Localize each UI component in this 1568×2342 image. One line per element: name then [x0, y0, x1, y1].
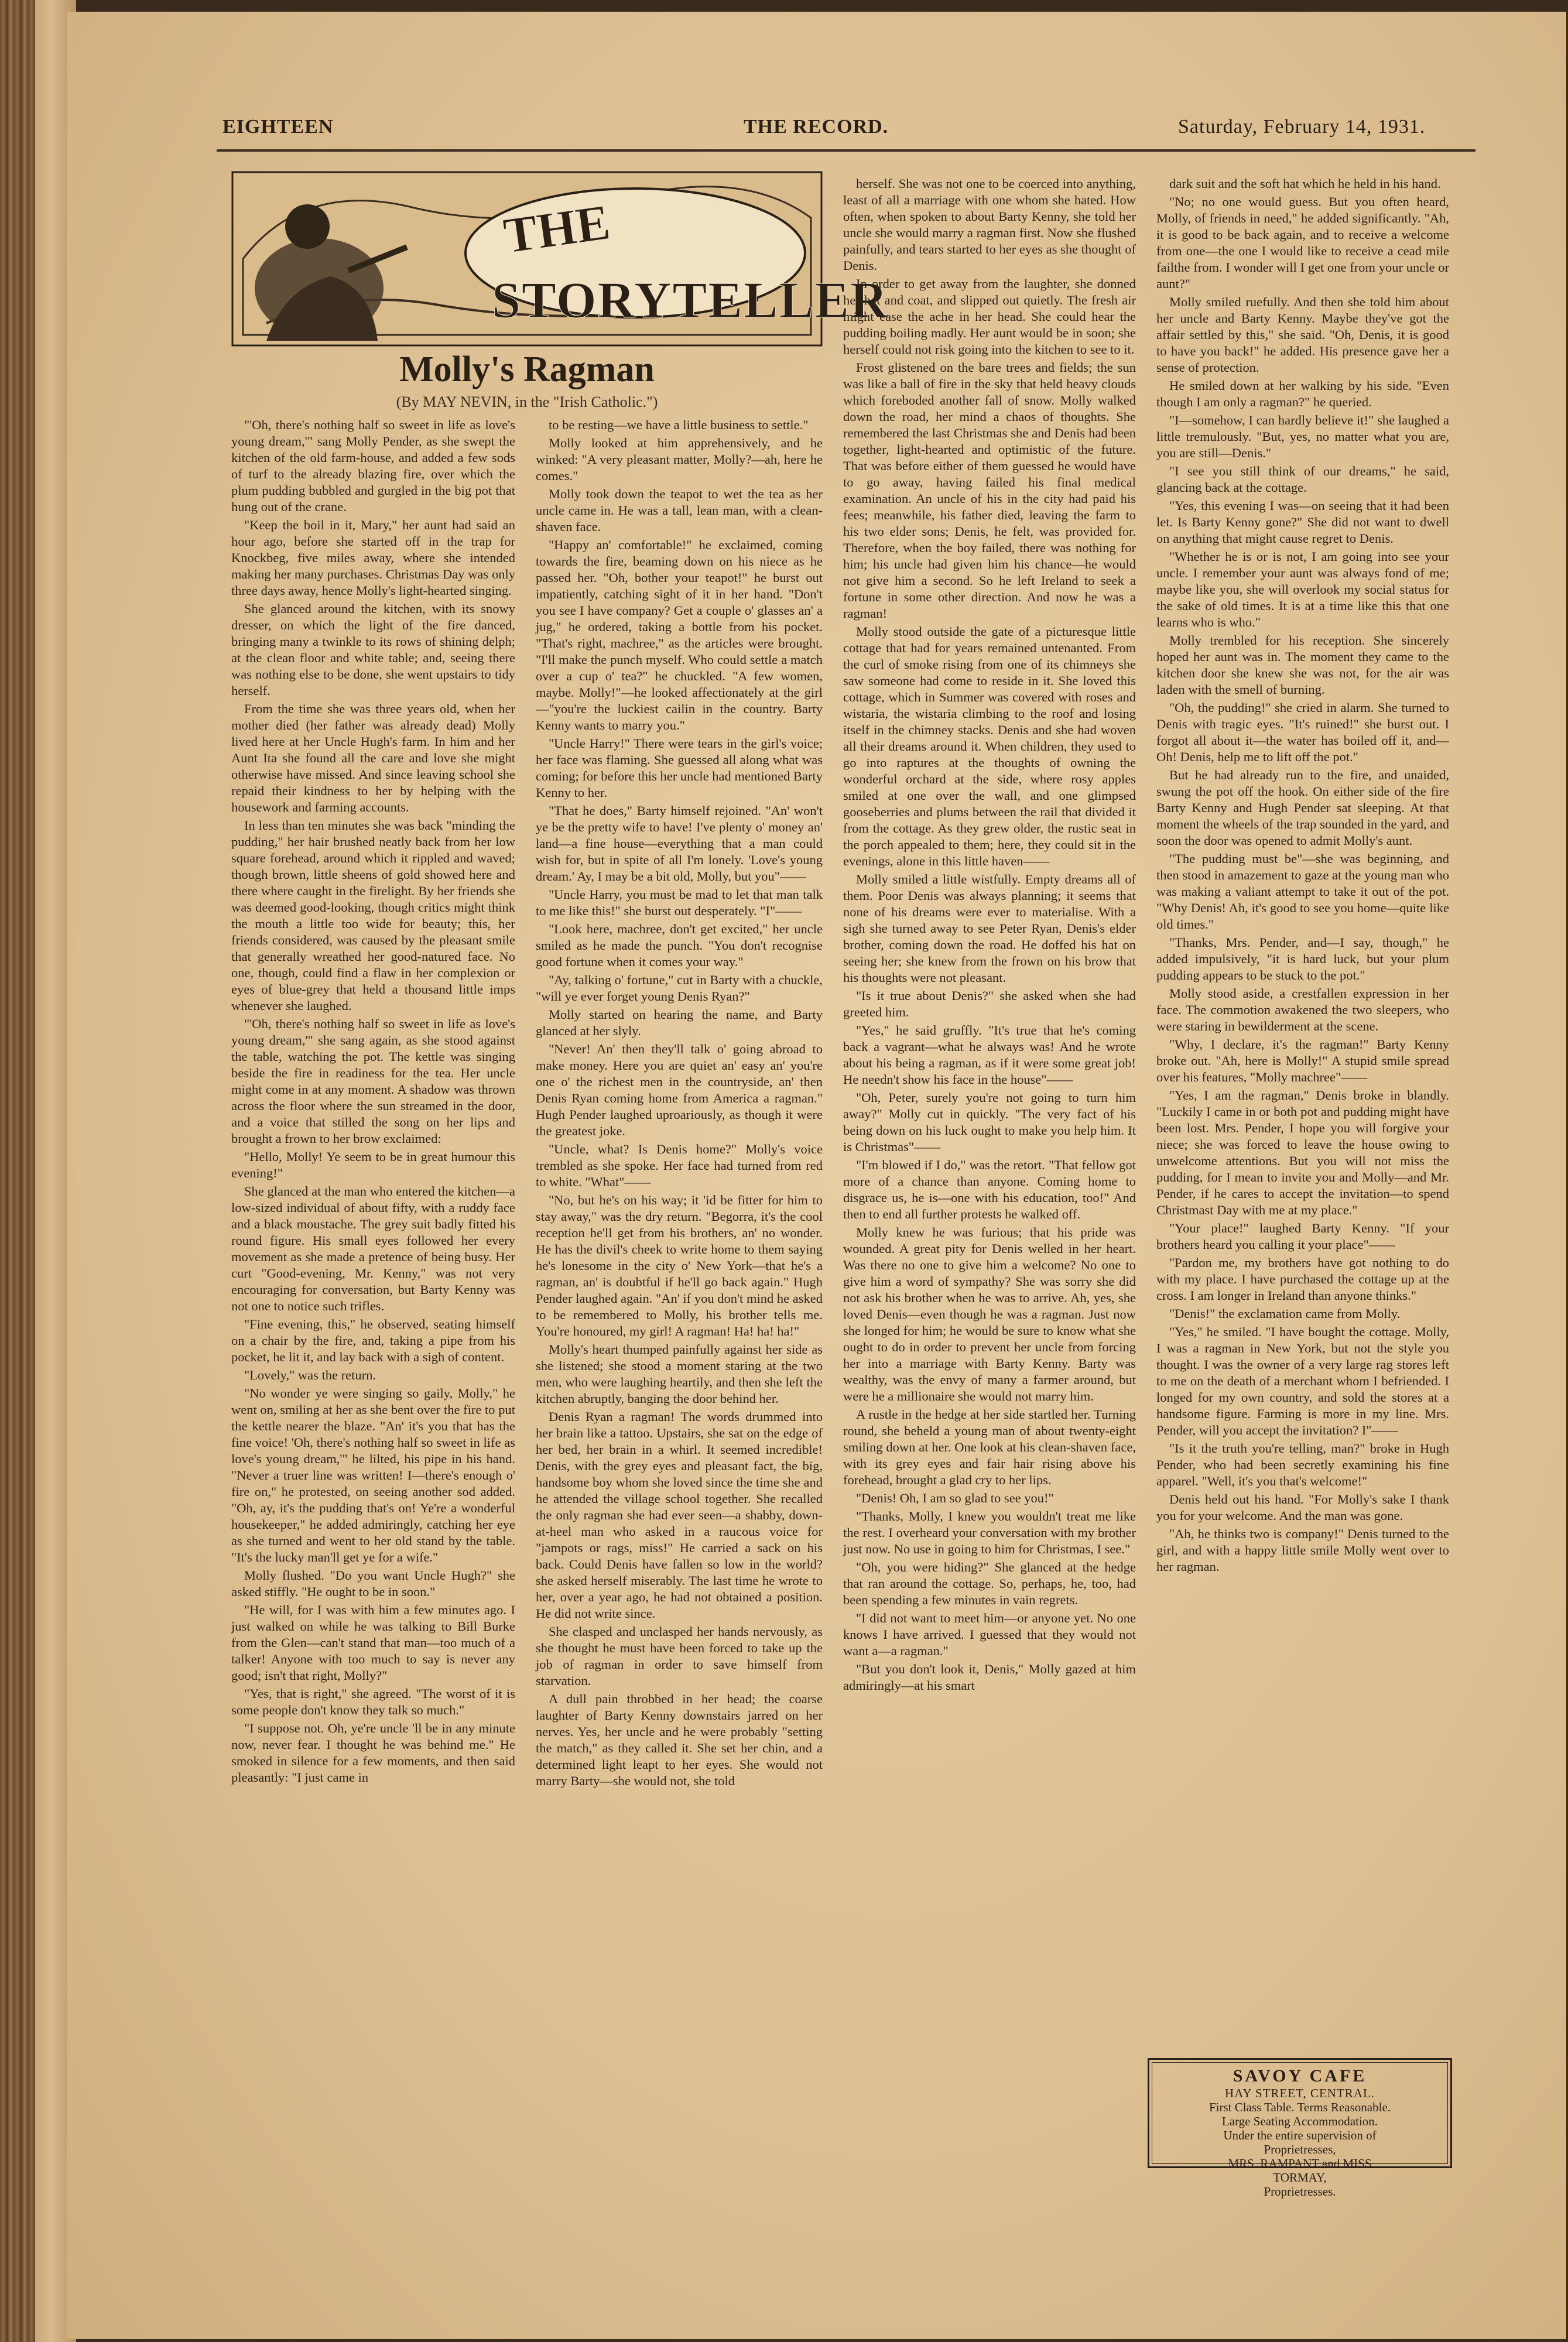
ad-street: HAY STREET, CENTRAL. — [1224, 2086, 1375, 2100]
article-paragraph: In order to get away from the laughter, she donned her hat and coat, and slipped out quietly. The fresh air might ease the ache in her head. She could hear the pudding boiling madly. Her aunt would be in soon; she herself could not risk going into the kitchen to see to it. — [843, 276, 1136, 357]
ad-line-2: Large Seating Accommodation. — [1221, 2114, 1378, 2128]
article-column-2 — [536, 417, 823, 1791]
article-paragraph: to be resting—we have a little business to settle." — [549, 417, 809, 432]
article-paragraph: Molly flushed. "Do you want Uncle Hugh?" she asked stiffly. "He ought to be in soon." — [231, 1568, 515, 1599]
article-byline: (By MAY NEVIN, in the "Irish Catholic.") — [396, 393, 658, 410]
ad-line-5: MRS. RAMPANT and MISS — [1228, 2156, 1372, 2170]
article-paragraph: "Fine evening, this," he observed, seating himself on a chair by the fire, and, taking a pipe from his pocket, he lit it, and lay back with a sigh of content. — [231, 1317, 515, 1364]
ad-line-6: TORMAY, — [1273, 2170, 1327, 2185]
ad-line-1: First Class Table. Terms Reasonable. — [1208, 2100, 1391, 2114]
article-paragraph: From the time she was three years old, when her mother died (her father was already dead) Molly lived here at her Uncle Hugh's farm. In him and her Aunt Ita she found all the care and love she might otherwise have missed. And since leaving school she repaid their kindness to her by helping with the housework and farming accounts. — [231, 701, 515, 814]
newspaper-name: THE RECORD. — [744, 116, 889, 138]
article-paragraph: "Thanks, Mrs. Pender, and—I say, though," he added impulsively, "it is hard luck, but your plum pudding appears to be stuck to the pot." — [1156, 935, 1449, 982]
ad-line-3: Under the entire supervision of — [1223, 2128, 1377, 2142]
article-paragraph: She glanced at the man who entered the kitchen—a low-sized individual of about fifty, with a ruddy face and a black moustache. The grey suit badly fitted his round figure. His small eyes followed her every movement as she made a pretence of being busy. Her curt "Good-evening, Mr. Kenny," was not very encouraging for conversation, but Barty Kenny was not one to notice such trifles. — [231, 1184, 515, 1313]
article-title: Molly's Ragman — [399, 350, 655, 389]
article-paragraph: In less than ten minutes she was back "minding the pudding," her hair brushed neatly back from her low square forehead, around which it rippled and waved; though brown, little sheens of gold showed here and there where caught in the firelight. By her friends she was deemed good-looking, though critics might think the mouth a little too wide for beauty; this, her friends considered, was caused by the pleasant smile that generally wreathed her good-natured face. No one, though, could find a flaw in her complexion or eyes of blue-grey that held a thousand little imps whenever she laughed. — [231, 818, 515, 1013]
article-paragraph: "Oh, the pudding!" she cried in alarm. She turned to Denis with tragic eyes. "It's ruined!" she burst out. I forgot all about it—the water has boiled off it, and—Oh! Denis, help me to lift off the pot." — [1156, 700, 1449, 764]
article-column-4 — [1156, 176, 1449, 1577]
article-paragraph: "I—somehow, I can hardly believe it!" she laughed a little tremulously. "But, yes, no matter what you are, you are still—Denis." — [1156, 413, 1449, 460]
article-paragraph: She clasped and unclasped her hands nervously, as she thought he must have been forced to take up the job of ragman in order to save himself from starvation. — [536, 1624, 823, 1688]
article-paragraph: "Keep the boil in it, Mary," her aunt had said an hour ago, before she started off in the trap for Knockbeg, five miles away, where she intended making her many purchases. Christmas Day was only three days away, hence Molly's light-hearted singing. — [231, 518, 515, 598]
article-paragraph: Molly knew he was furious; that his pride was wounded. A great pity for Denis welled in her heart. Was there no one to give him a welcome? No one to give him a word of sympathy? She was sorry she did not ask his brother when he was to arrive. Ah, yes, she loved Denis—even though he was a ragman. Just now she longed for him; he would be sure to know what she ought to do in order to prevent her uncle from forcing her into a marriage with Barty Kenny. Barty was wealthy, was the envy of many a farmer around, but were he a millionaire she would not marry him. — [843, 1225, 1136, 1403]
article-paragraph: herself. She was not one to be coerced into anything, least of all a marriage with one whom she hated. How often, when spoken to about Barty Kenny, she told her uncle she would marry a ragman first. Now she flushed painfully, and tears started to her eyes as she thought of Denis. — [843, 176, 1136, 273]
article-paragraph: "Your place!" laughed Barty Kenny. "If your brothers heard you calling it your place"—— — [1156, 1221, 1449, 1252]
article-paragraph: "Hello, Molly! Ye seem to be in great humour this evening!" — [231, 1149, 515, 1180]
ad-inner-frame — [1152, 2062, 1448, 2199]
article-paragraph: A rustle in the hedge at her side startled her. Turning round, she beheld a young man of about twenty-eight smiling down at her. One look at his clean-shaven face, with its grey eyes and fair hair rising above his forehead, brought a glad cry to her lips. — [843, 1407, 1136, 1487]
article-paragraph: "Whether he is or is not, I am going into see your uncle. I remember your aunt was always fond of me; maybe like you, she will overlook my social status for the sake of old times. It is at a time like this that one learns who is who." — [1156, 549, 1449, 629]
article-paragraph: "Why, I declare, it's the ragman!" Barty Kenny broke out. "Ah, here is Molly!" A stupid smile spread over his features, "Molly machree"—— — [1156, 1037, 1449, 1084]
article-paragraph: "I suppose not. Oh, ye're uncle 'll be in any minute now, never fear. I thought he was behind me." He smoked in silence for a few moments, and then said pleasantly: "I just came in — [231, 1721, 515, 1785]
article-paragraph: "Yes, that is right," she agreed. "The worst of it is some people don't know they talk so much." — [231, 1686, 515, 1717]
article-paragraph: Molly took down the teapot to wet the tea as her uncle came in. He was a tall, lean man, with a clean-shaven face. — [536, 487, 823, 534]
article-paragraph: "Is it the truth you're telling, man?" broke in Hugh Pender, who had been secretly examining his fine apparel. "Well, it's you that's welcome!" — [1156, 1441, 1449, 1488]
article-column-1 — [231, 417, 515, 1788]
article-paragraph: "The pudding must be"—she was beginning, and then stood in amazement to gaze at the young man who was making a valiant attempt to take it out of the pot. "Why Denis! Ah, it's good to see you home—quite like old times." — [1156, 851, 1449, 932]
article-paragraph: Molly trembled for his reception. She sincerely hoped her aunt was in. The moment they came to the kitchen door she knew she was not, for the air was laden with the smell of burning. — [1156, 633, 1449, 697]
article-paragraph: "Happy an' comfortable!" he exclaimed, coming towards the fire, beaming down on his niece as he passed her. "Oh, bother your teapot!" he burst out impatiently, catching sight of it in her hand. "Don't you see I have company? Get a couple o' glasses an' a jug," he ordered, taking a bottle from his pocket. "That's right, machree," as the articles were brought. "I'll make the punch myself. Who could settle a match over a cup o' tea?" he chuckled. "A few women, maybe. Molly!"—he looked affectionately at the girl—"you're the luckiest cailin in the country. Barty Kenny wants to marry you." — [536, 537, 823, 732]
ad-line-7: Proprietresses. — [1264, 2185, 1336, 2199]
article-paragraph: "I'm blowed if I do," was the retort. "That fellow got more of a chance than anyone. Coming home to disgrace us, he is—one with his education, too!" And then to end all further protests he walked off. — [843, 1158, 1136, 1221]
article-paragraph: Denis held out his hand. "For Molly's sake I thank you for your welcome. And the man was gone. — [1156, 1492, 1449, 1523]
storyteller-banner — [231, 171, 889, 347]
article-paragraph: "Yes, I am the ragman," Denis broke in blandly. "Luckily I came in or both pot and pudding might have been lost. Mrs. Pender, I hope you will forgive your niece; she was forced to leave the house owing to unwelcome attentions. But you will not miss the pudding, for I mean to invite you and Molly—and Mr. Pender, if he cares to accept the invitation—to spend Christmast Day with me at my place." — [1156, 1088, 1449, 1217]
article-paragraph: "Never! An' then they'll talk o' going abroad to make money. Here you are quiet an' easy an' you're one o' the richest men in the countryside, an' then Denis Ryan coming home from America a ragman." Hugh Pender laughed uproariously, as though it were the greatest joke. — [536, 1042, 823, 1138]
article-paragraph: "I see you still think of our dreams," he said, glancing back at the cottage. — [1156, 464, 1449, 495]
article-paragraph: "He will, for I was with him a few minutes ago. I just walked on while he was talking to Bill Burke from the Glen—can't stand that man—too much of a talker! Anyone with too much to say is never any good; isn't that right, Molly?" — [231, 1603, 515, 1683]
article-column-3 — [843, 176, 1136, 1696]
ad-name: SAVOY CAFE — [1233, 2066, 1367, 2086]
article-paragraph: "Thanks, Molly, I knew you wouldn't treat me like the rest. I overheard your conversation with my brother just now. No use in going to him for Christmas, I see." — [843, 1509, 1136, 1556]
header-rule — [217, 149, 1475, 152]
article-paragraph: Molly stood outside the gate of a picturesque little cottage that had for years remained untenanted. From the curl of smoke rising from one of its chimneys she saw someone had come to reside in it. She loved this cottage, which in Summer was covered with roses and wistaria, the wistaria climbing to the roof and losing itself in the chimney stacks. Denis and she had woven all their dreams around it. When children, they used to go into raptures at the thoughts of owning the wonderful orchard at the side, where rosy apples smiled at one over the wall, and one glimpsed gooseberries and plums between the rail that divided it from the cottage. As they grew older, the rustic seat in the porch appealed to them; here, they could sit in the evenings, alone in this little haven—— — [843, 624, 1136, 868]
article-paragraph: Molly stood aside, a crestfallen expression in her face. The commotion awakened the two sleepers, who were staring in bewilderment at the scene. — [1156, 986, 1449, 1033]
article-paragraph: "Is it true about Denis?" she asked when she had greeted him. — [843, 988, 1136, 1019]
page-number: EIGHTEEN — [222, 116, 334, 138]
article-paragraph: "'Oh, there's nothing half so sweet in life as love's young dream,'" sang Molly Pender, as she swept the kitchen of the old farm-house, and added a few sods of turf to the already blazing fire, over which the plum pudding bubbled and gurgled in the big pot that hung out of the crane. — [231, 417, 515, 514]
issue-date: Saturday, February 14, 1931. — [1178, 116, 1426, 138]
article-paragraph: "Ah, he thinks two is company!" Denis turned to the girl, and with a happy little smile Molly went over to her ragman. — [1156, 1526, 1449, 1574]
ad-line-4: Proprietresses, — [1264, 2142, 1336, 2156]
article-paragraph: "Yes, this evening I was—on seeing that it had been let. Is Barty Kenny gone?" She did not want to dwell on anything that might cause regret to Denis. — [1156, 498, 1449, 546]
article-paragraph: "No; no one would guess. But you often heard, Molly, of friends in need," he added significantly. "Ah, it is good to be back again, and to receive a welcome from one—the one I would like to receive a cead mile failthe from. I wonder will I get one from your uncle or aunt?" — [1156, 194, 1449, 291]
article-paragraph: He smiled down at her walking by his side. "Even though I am only a ragman?" he queried. — [1156, 378, 1449, 409]
article-paragraph: Molly started on hearing the name, and Barty glanced at her slyly. — [536, 1007, 823, 1038]
article-paragraph: "Yes," he smiled. "I have bought the cottage. Molly, I was a ragman in New York, but not the style you thought. I was the owner of a very large rag stores left to me on the death of a merchant whom I befriended. I longed for my own country, and sold the stores at a handsome figure. Farming is more in my line. Mrs. Pender, will you accept the invitation? I"—— — [1156, 1324, 1449, 1437]
article-paragraph: Molly's heart thumped painfully against her side as she listened; she stood a moment staring at the two men, who were laughing heartily, and then she left the kitchen abruptly, banging the door behind her. — [536, 1342, 823, 1406]
article-paragraph: But he had already run to the fire, and unaided, swung the pot off the hook. On either side of the fire Barty Kenny and Hugh Pender sat sleeping. At that moment the wheels of the trap sounded in the yard, and soon the door was opened to admit Molly's aunt. — [1156, 768, 1449, 848]
article-paragraph: A dull pain throbbed in her head; the coarse laughter of Barty Kenny downstairs jarred on her nerves. Yes, her uncle and he were probably "setting the match," as they called it. She set her chin, and a determined light leapt to her eyes. She would not marry Barty—she would not, she told — [536, 1692, 823, 1788]
article-paragraph: "Uncle Harry, you must be mad to let that man talk to me like this!" she burst out desperately. "I"—— — [536, 887, 823, 918]
article-paragraph: "Uncle Harry!" There were tears in the girl's voice; her face was flaming. She guessed all along what was coming; for before this her uncle had mentioned Barty Kenny to her. — [536, 736, 823, 800]
article-paragraph: "Denis! Oh, I am so glad to see you!" — [856, 1491, 1054, 1505]
article-paragraph: "That he does," Barty himself rejoined. "An' won't ye be the pretty wife to have! I've plenty o' money an' land—a fine house—everything that a man could wish for, but in spite of all I'm lonely. 'Love's young dream.' Ay, I may be a bit old, Molly, but you"—— — [536, 803, 823, 884]
article-paragraph: "Look here, machree, don't get excited," her uncle smiled as he made the punch. "You don't recognise good fortune when it comes your way." — [536, 922, 823, 969]
article-paragraph: Molly smiled ruefully. And then she told him about her uncle and Barty Kenny. Maybe they've got the affair settled by this," she said. "Oh, Denis, it is good to have you back!" he added. His presence gave her a sense of protection. — [1156, 295, 1449, 375]
article-paragraph: Frost glistened on the bare trees and fields; the sun was like a ball of fire in the sky that held heavy clouds which foreboded another fall of snow. Molly walked down the road, her mind a chaos of thoughts. She remembered the last Christmas she and Denis had been together, light-hearted and optimistic of the future. That was before either of them guessed he would have to go away, having failed his final medical examination. An uncle of his in the city had paid his fees; meanwhile, his father died, leaving the farm to his two elder sons; Denis, he felt, was provided for. Therefore, when the boy failed, there was nothing for him; his uncle had given him his chance—he would not give him a second. So he left Ireland to seek a fortune in some other direction. And now he was a ragman! — [843, 360, 1136, 621]
article-paragraph: dark suit and the soft hat which he held in his hand. — [1169, 176, 1441, 191]
article-paragraph: She glanced around the kitchen, with its snowy dresser, on which the light of the fire danced, bringing many a twinkle to its rows of shining delph; at the clean floor and white table; and, seeing there was nothing else to be done, she went upstairs to tidy herself. — [231, 601, 515, 698]
article-paragraph: "Lovely," was the return. — [244, 1368, 376, 1382]
article-paragraph: "No, but he's on his way; it 'id be fitter for him to stay away," was the dry return. "Begorra, it's the cool reception he'll get from his brothers, an' no wonder. He has the divil's cheek to write home to them saying he's lonesome in the city o' New York—that he's a ragman, an' is doubtful if he'll go back again." Hugh Pender laughed again. "An' if you don't mind he asked to be remembered to Molly, his brother tells me. You're honoured, my girl! A ragman! Ha! ha! ha!" — [536, 1193, 823, 1338]
savoy-cafe-ad — [1148, 2058, 1452, 2199]
article-paragraph: "Pardon me, my brothers have got nothing to do with my place. I have purchased the cottage up at the cross. I am longer in Ireland than anyone thinks." — [1156, 1255, 1449, 1303]
article-paragraph: "Ay, talking o' fortune," cut in Barty with a chuckle, "will ye ever forget young Denis Ryan?" — [536, 973, 823, 1004]
article-paragraph: "Denis!" the exclamation came from Molly. — [1169, 1306, 1401, 1321]
article-paragraph: Molly smiled a little wistfully. Empty dreams all of them. Poor Denis was always planning; it seems that none of his dreams were ever to materialise. With a sigh she turned away to see Peter Ryan, Denis's elder brother, coming down the road. He doffed his hat on seeing her; she knew from the frown on his brow that his thoughts were not pleasant. — [843, 872, 1136, 985]
article-paragraph: "Oh, Peter, surely you're not going to turn him away?" Molly cut in quickly. "The very fact of his being down on his luck ought to make you help him. It is Christmas"—— — [843, 1090, 1136, 1154]
article-paragraph: "I did not want to meet him—or anyone yet. No one knows I have arrived. I guessed that they would not want a—a ragman." — [843, 1611, 1136, 1658]
article-paragraph: "No wonder ye were singing so gaily, Molly," he went on, smiling at her as she bent over the fire to put the kettle nearer the blaze. "An' it's you that has the fine voice! 'Oh, there's nothing half so sweet in life as love's young dream,'" he lilted, his pipe in his hand. "Never a truer line was written! I—there's enough o' fire on," he protested, on seeing another sod added. "Oh, ay, it's the pudding that's on! Ye're a wonderful housekeeper," he added admiringly, catching her eye as she turned and went to her old stand by the table. "It's the lucky man'll get ye for a wife." — [231, 1386, 515, 1564]
article-paragraph: "Uncle, what? Is Denis home?" Molly's voice trembled as she spoke. Her face had turned from red to white. "What"—— — [536, 1142, 823, 1189]
banner-the: THE — [500, 193, 614, 264]
article-paragraph: Denis Ryan a ragman! The words drummed into her brain like a tattoo. Upstairs, she sat on the edge of her bed, her brain in a whirl. It seemed incredible! Denis, with the grey eyes and pleasant fact, the big, handsome boy whom she loved since the time she and he attended the village school together. She recalled the only ragman she had ever seen—a shabby, down-at-heel man who asked in a raucous voice for "jampots or rags, miss!" He carried a sack on his back. Could Denis have fallen so low in the world? she asked herself miserably. The last time he wrote to her, over a year ago, he had not obtained a position. He did not write since. — [536, 1409, 823, 1621]
article-paragraph: Molly looked at him apprehensively, and he winked: "A very pleasant matter, Molly?—ah, here he comes." — [536, 436, 823, 483]
article-paragraph: "Yes," he said gruffly. "It's true that he's coming back a vagrant—what he always was! And he wrote about his being a ragman, as if it were some great job! He needn't show his face in the house"—— — [843, 1023, 1136, 1087]
banner-storyteller: STORYTELLER — [492, 272, 889, 329]
article-paragraph: "But you don't look it, Denis," Molly gazed at him admiringly—at his smart — [843, 1662, 1136, 1693]
article-paragraph: "Oh, you were hiding?" She glanced at the hedge that ran around the cottage. So, perhaps, he, too, had been spending a few minutes in vain regrets. — [843, 1560, 1136, 1607]
article-paragraph: "'Oh, there's nothing half so sweet in life as love's young dream,'" she sang again, as she stood against the table, watching the pot. The kettle was singing beside the fire in readiness for the tea. Her uncle might come in at any moment. A shadow was thrown across the floor where the sun streamed in the door, and a voice that stilled the song on her lips and brought a frown to her brow exclaimed: — [231, 1016, 515, 1146]
